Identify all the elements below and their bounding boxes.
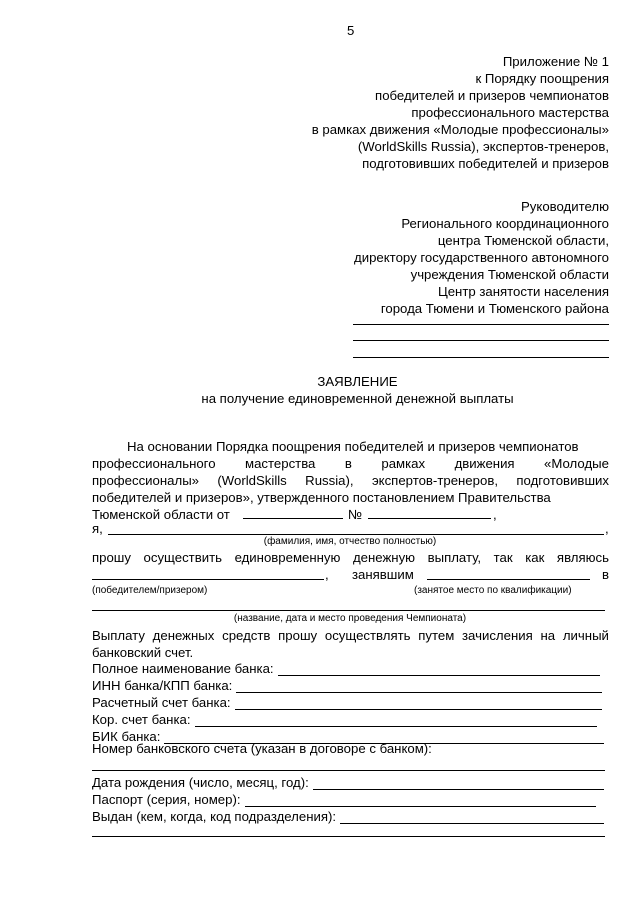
appendix-line: в рамках движения «Молодые профессионалы» (311, 122, 609, 137)
body-line-justified (92, 456, 609, 471)
word: на (540, 628, 556, 643)
word: рамках (381, 456, 426, 471)
full-name-field[interactable] (108, 534, 604, 535)
winner-status-field[interactable] (92, 579, 324, 580)
birth-date-row (92, 773, 604, 790)
document-subtitle: на получение единовременной денежной выплаты (201, 391, 514, 406)
addressee-blank-line[interactable] (353, 340, 609, 341)
word: профессионального (92, 456, 216, 471)
account-number-field[interactable] (92, 770, 605, 771)
issued-by-field[interactable] (340, 810, 604, 824)
word: как (525, 550, 545, 565)
comma: , (325, 567, 329, 582)
appendix-line: Приложение № 1 (502, 54, 609, 69)
bank-inn-row (92, 676, 602, 693)
bank-inn-label: ИНН банка/КПП банка: (92, 678, 233, 693)
winner-status-caption: (победителем/призером) (92, 585, 208, 596)
corr-account-label: Кор. счет банка: (92, 712, 191, 727)
addressee-line: Руководителю (521, 199, 609, 214)
word: в (344, 456, 352, 471)
word: Russia), (305, 473, 354, 488)
word: прошу (92, 550, 131, 565)
word: единовременную (234, 550, 341, 565)
settlement-account-row (92, 693, 602, 710)
word: выплату, (427, 550, 482, 565)
championship-field[interactable] (92, 610, 605, 611)
addressee-line: города Тюмени и Тюменского района (380, 301, 609, 316)
bank-name-field[interactable] (278, 662, 600, 676)
account-number-label: Номер банковского счета (указан в договоре с банком): (92, 741, 432, 756)
addressee-blank-line[interactable] (353, 357, 609, 358)
appendix-line: подготовивших победителей и призеров (362, 156, 609, 171)
place-field[interactable] (427, 579, 590, 580)
request-line (92, 550, 609, 565)
addressee-line: Регионального координационного (401, 216, 609, 231)
word: путем (418, 628, 455, 643)
issued-by-label: Выдан (кем, когда, код подразделения): (92, 809, 337, 824)
word: прошу (278, 628, 318, 643)
comma: , (493, 507, 497, 522)
ya-label: я, (92, 521, 103, 536)
bank-inn-field[interactable] (236, 679, 602, 693)
addressee-line: Центр занятости населения (437, 284, 609, 299)
bank-name-row (92, 659, 600, 676)
bik-label: БИК банка: (92, 729, 161, 744)
zanyavshim-label: занявшим (352, 567, 414, 582)
full-name-caption: (фамилия, имя, отчество полностью) (263, 536, 437, 547)
appendix-line: профессионального мастерства (411, 105, 609, 120)
birth-date-label: Дата рождения (число, месяц, год): (92, 775, 309, 790)
word: являюсь (556, 550, 609, 565)
issued-by-field-continued[interactable] (92, 836, 605, 837)
word: денежных (152, 628, 215, 643)
body-line: победителей и призеров», утвержденного постановлением Правительства (92, 490, 551, 505)
word: личный (562, 628, 609, 643)
passport-label: Паспорт (серия, номер): (92, 792, 241, 807)
comma: , (605, 521, 609, 536)
word: зачисления (462, 628, 533, 643)
decree-number-label: № (348, 507, 363, 522)
word: средств (222, 628, 271, 643)
passport-row (92, 790, 596, 807)
word: осуществить (143, 550, 223, 565)
word: подготовивших (516, 473, 609, 488)
addressee-blank-line[interactable] (353, 324, 609, 325)
word: (WorldSkills (217, 473, 287, 488)
v-label: в (602, 567, 610, 582)
appendix-line: (WorldSkills Russia), экспертов-тренеров, (357, 139, 609, 154)
word: осуществлять (324, 628, 411, 643)
payment-line: банковский счет. (92, 645, 194, 660)
page-number: 5 (347, 23, 355, 38)
settlement-account-field[interactable] (235, 696, 602, 710)
addressee-line: учреждения Тюменской области (410, 267, 609, 282)
document-title: ЗАЯВЛЕНИЕ (317, 374, 398, 389)
decree-date-field[interactable] (243, 518, 343, 519)
word: экспертов-тренеров, (371, 473, 498, 488)
corr-account-row (92, 710, 597, 727)
word: движения (454, 456, 515, 471)
addressee-line: директору государственного автономного (354, 250, 609, 265)
issued-by-row (92, 807, 604, 824)
body-line-justified (92, 473, 609, 488)
championship-caption: (название, дата и место проведения Чемпионата) (233, 613, 467, 624)
bank-name-label: Полное наименование банка: (92, 661, 274, 676)
place-caption: (занятое место по квалификации) (414, 585, 572, 596)
body-line: На основании Порядка поощрения победителей и призеров чемпионатов (127, 439, 579, 454)
decree-number-field[interactable] (368, 518, 491, 519)
addressee-line: центра Тюменской области, (437, 233, 609, 248)
word: так (493, 550, 513, 565)
word: Выплату (92, 628, 145, 643)
word: «Молодые (544, 456, 609, 471)
word: мастерства (245, 456, 316, 471)
word: денежную (352, 550, 416, 565)
payment-line (92, 628, 609, 643)
appendix-line: победителей и призеров чемпионатов (375, 88, 609, 103)
passport-field[interactable] (245, 793, 596, 807)
birth-date-field[interactable] (313, 776, 604, 790)
corr-account-field[interactable] (195, 713, 597, 727)
decree-date-label: Тюменской области от (92, 507, 230, 522)
settlement-account-label: Расчетный счет банка: (92, 695, 231, 710)
word: профессионалы» (92, 473, 200, 488)
appendix-line: к Порядку поощрения (475, 71, 609, 86)
